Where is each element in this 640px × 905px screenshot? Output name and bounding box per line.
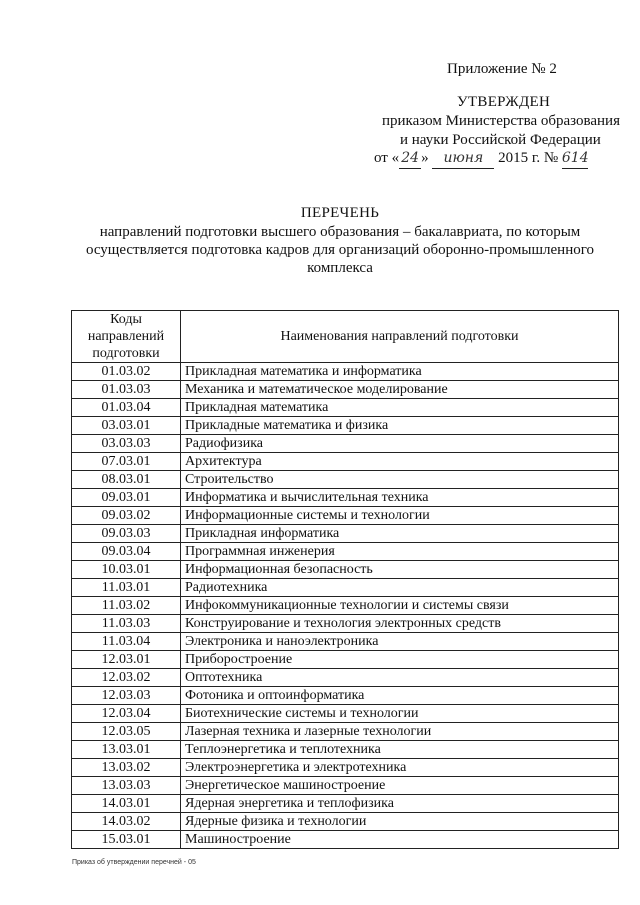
direction-name: Конструирование и технология электронных средств bbox=[181, 615, 619, 633]
table-row bbox=[72, 435, 619, 453]
direction-code: 11.03.03 bbox=[72, 615, 181, 633]
direction-code: 01.03.04 bbox=[72, 399, 181, 417]
direction-name: Радиофизика bbox=[181, 435, 619, 453]
table-row bbox=[72, 525, 619, 543]
direction-code: 11.03.01 bbox=[72, 579, 181, 597]
direction-name: Информационные системы и технологии bbox=[181, 507, 619, 525]
table-row bbox=[72, 687, 619, 705]
direction-code: 10.03.01 bbox=[72, 561, 181, 579]
direction-name: Прикладная математика и информатика bbox=[181, 363, 619, 381]
table-row bbox=[72, 615, 619, 633]
approval-date-line bbox=[374, 149, 588, 169]
table-row bbox=[72, 579, 619, 597]
handwritten-order-number: 614 bbox=[562, 149, 588, 169]
direction-code: 01.03.02 bbox=[72, 363, 181, 381]
table-row bbox=[72, 777, 619, 795]
direction-name: Теплоэнергетика и теплотехника bbox=[181, 741, 619, 759]
table-row bbox=[72, 831, 619, 849]
direction-name: Программная инженерия bbox=[181, 543, 619, 561]
table-row bbox=[72, 669, 619, 687]
code-column-header: Коды направлений подготовки bbox=[72, 311, 181, 363]
date-suffix: 2015 г. № bbox=[498, 150, 559, 166]
table-row bbox=[72, 633, 619, 651]
direction-name: Приборостроение bbox=[181, 651, 619, 669]
table-row bbox=[72, 741, 619, 759]
table-row bbox=[72, 489, 619, 507]
table-row bbox=[72, 561, 619, 579]
direction-name: Электроника и наноэлектроника bbox=[181, 633, 619, 651]
direction-name: Строительство bbox=[181, 471, 619, 489]
table-body bbox=[72, 363, 619, 849]
direction-code: 03.03.01 bbox=[72, 417, 181, 435]
direction-name: Фотоника и оптоинформатика bbox=[181, 687, 619, 705]
appendix-label: Приложение № 2 bbox=[447, 61, 557, 77]
footer-note: Приказ об утверждении перечней - 05 bbox=[72, 859, 196, 866]
direction-code: 07.03.01 bbox=[72, 453, 181, 471]
table-row bbox=[72, 597, 619, 615]
table-row bbox=[72, 705, 619, 723]
direction-code: 14.03.02 bbox=[72, 813, 181, 831]
direction-code: 09.03.02 bbox=[72, 507, 181, 525]
document-title: ПЕРЕЧЕНЬ bbox=[300, 205, 380, 221]
direction-code: 15.03.01 bbox=[72, 831, 181, 849]
document-subtitle: направлений подготовки высшего образования – бакалавриата, по которым осуществляется подготовка кадров для организаций оборонно-промышленного комплекса bbox=[85, 224, 595, 276]
approved-label: УТВЕРЖДЕН bbox=[457, 94, 551, 110]
direction-code: 01.03.03 bbox=[72, 381, 181, 399]
direction-code: 13.03.03 bbox=[72, 777, 181, 795]
direction-code: 12.03.01 bbox=[72, 651, 181, 669]
name-column-header: Наименования направлений подготовки bbox=[181, 311, 619, 363]
handwritten-day: 24 bbox=[399, 149, 421, 169]
directions-table bbox=[71, 310, 619, 849]
table-row bbox=[72, 651, 619, 669]
direction-code: 12.03.05 bbox=[72, 723, 181, 741]
direction-name: Информационная безопасность bbox=[181, 561, 619, 579]
table-row bbox=[72, 417, 619, 435]
table-row bbox=[72, 399, 619, 417]
table-row bbox=[72, 363, 619, 381]
direction-code: 09.03.03 bbox=[72, 525, 181, 543]
direction-name: Инфокоммуникационные технологии и системы связи bbox=[181, 597, 619, 615]
direction-name: Информатика и вычислительная техника bbox=[181, 489, 619, 507]
direction-name: Энергетическое машиностроение bbox=[181, 777, 619, 795]
direction-name: Оптотехника bbox=[181, 669, 619, 687]
direction-name: Ядерные физика и технологии bbox=[181, 813, 619, 831]
direction-code: 12.03.03 bbox=[72, 687, 181, 705]
direction-code: 13.03.01 bbox=[72, 741, 181, 759]
table-row bbox=[72, 543, 619, 561]
document-heading bbox=[60, 204, 620, 277]
direction-code: 11.03.04 bbox=[72, 633, 181, 651]
direction-code: 09.03.04 bbox=[72, 543, 181, 561]
direction-name: Прикладные математика и физика bbox=[181, 417, 619, 435]
table-row bbox=[72, 759, 619, 777]
direction-code: 03.03.03 bbox=[72, 435, 181, 453]
date-mid: » bbox=[421, 150, 429, 166]
table-row bbox=[72, 507, 619, 525]
table-row bbox=[72, 813, 619, 831]
direction-code: 11.03.02 bbox=[72, 597, 181, 615]
date-prefix: от « bbox=[374, 150, 400, 166]
table-row bbox=[72, 471, 619, 489]
direction-name: Прикладная информатика bbox=[181, 525, 619, 543]
table-row bbox=[72, 795, 619, 813]
table-row bbox=[72, 381, 619, 399]
direction-name: Биотехнические системы и технологии bbox=[181, 705, 619, 723]
direction-name: Механика и математическое моделирование bbox=[181, 381, 619, 399]
handwritten-month: июня bbox=[432, 149, 494, 169]
direction-code: 09.03.01 bbox=[72, 489, 181, 507]
direction-code: 08.03.01 bbox=[72, 471, 181, 489]
table-row bbox=[72, 723, 619, 741]
direction-name: Архитектура bbox=[181, 453, 619, 471]
direction-name: Ядерная энергетика и теплофизика bbox=[181, 795, 619, 813]
direction-name: Электроэнергетика и электротехника bbox=[181, 759, 619, 777]
direction-name: Машиностроение bbox=[181, 831, 619, 849]
table-header-row bbox=[72, 311, 619, 363]
direction-code: 13.03.02 bbox=[72, 759, 181, 777]
table-row bbox=[72, 453, 619, 471]
direction-name: Лазерная техника и лазерные технологии bbox=[181, 723, 619, 741]
direction-code: 12.03.04 bbox=[72, 705, 181, 723]
direction-code: 14.03.01 bbox=[72, 795, 181, 813]
approval-line-2: и науки Российской Федерации bbox=[400, 132, 601, 148]
direction-name: Радиотехника bbox=[181, 579, 619, 597]
direction-name: Прикладная математика bbox=[181, 399, 619, 417]
direction-code: 12.03.02 bbox=[72, 669, 181, 687]
approval-line-1: приказом Министерства образования bbox=[382, 113, 620, 129]
